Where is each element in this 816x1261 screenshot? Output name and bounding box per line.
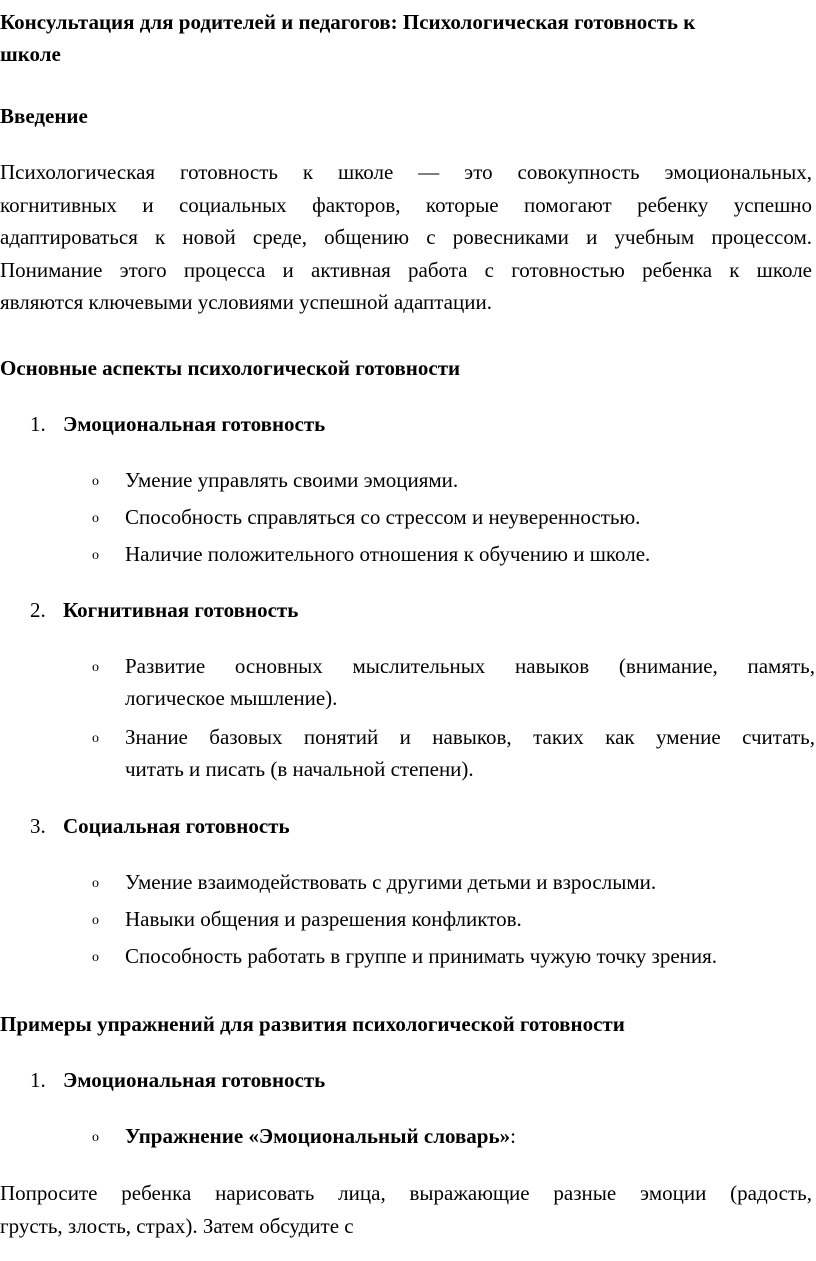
paragraph-line: грусть, злость, страх). Затем обсудите с bbox=[0, 1213, 354, 1238]
bullet-line: Наличие положительного отношения к обучению и школе. bbox=[125, 542, 651, 566]
bullet-marker: o bbox=[92, 548, 99, 563]
bullet-marker: o bbox=[92, 474, 99, 489]
bullet-marker: o bbox=[92, 731, 99, 746]
exercise-line bbox=[125, 1120, 815, 1152]
paragraph-line: адаптироваться к новой среде, общению с ровесниками и учебным процессом. bbox=[0, 225, 812, 249]
aspect-label: Социальная готовность bbox=[63, 814, 290, 838]
aspect-bullet bbox=[125, 903, 815, 935]
aspect-bullet bbox=[125, 721, 815, 785]
aspect-item bbox=[30, 810, 290, 842]
paragraph-line: когнитивных и социальных факторов, которые помогают ребенку успешно bbox=[0, 192, 812, 217]
aspect-item bbox=[30, 408, 325, 440]
bullet-line: логическое мышление). bbox=[125, 686, 338, 710]
bullet-line: Умение взаимодействовать с другими детьми и взрослыми. bbox=[125, 870, 657, 894]
bullet-line: Знание базовых понятий и навыков, таких как умение считать, bbox=[125, 725, 815, 749]
example-item bbox=[30, 1064, 325, 1096]
exercise-suffix: : bbox=[510, 1124, 516, 1148]
closing-paragraph bbox=[0, 1177, 812, 1242]
aspects-heading: Основные аспекты психологической готовности bbox=[0, 356, 461, 380]
list-number: 3. bbox=[30, 814, 46, 838]
list-number: 1. bbox=[30, 1068, 46, 1092]
document-title bbox=[0, 6, 812, 70]
aspect-bullet bbox=[125, 501, 815, 533]
title-line: Консультация для родителей и педагогов: Психологическая готовность к bbox=[0, 10, 696, 34]
aspect-bullet bbox=[125, 940, 815, 972]
aspect-bullet bbox=[125, 538, 815, 570]
paragraph-line: являются ключевыми условиями успешной адаптации. bbox=[0, 290, 492, 314]
aspect-bullet bbox=[125, 866, 815, 898]
aspect-item bbox=[30, 594, 298, 626]
list-number: 1. bbox=[30, 412, 46, 436]
bullet-marker: o bbox=[92, 660, 99, 675]
title-line: школе bbox=[0, 42, 61, 66]
paragraph-line: Понимание этого процесса и активная работа с готовностью ребенка к школе bbox=[0, 257, 812, 282]
exercise-title bbox=[125, 1120, 815, 1152]
bullet-marker: o bbox=[92, 511, 99, 526]
aspect-bullet bbox=[125, 650, 815, 714]
paragraph-line: Попросите ребенка нарисовать лица, выражающие разные эмоции (радость, bbox=[0, 1181, 812, 1205]
bullet-line: Умение управлять своими эмоциями. bbox=[125, 468, 459, 492]
list-number: 2. bbox=[30, 598, 46, 622]
paragraph-line: Психологическая готовность к школе — это совокупность эмоциональных, bbox=[0, 160, 812, 184]
bullet-marker: o bbox=[92, 876, 99, 891]
aspect-label: Эмоциональная готовность bbox=[63, 412, 326, 436]
aspect-bullet bbox=[125, 464, 815, 496]
example-label: Эмоциональная готовность bbox=[63, 1068, 326, 1092]
bullet-line: Способность работать в группе и принимать чужую точку зрения. bbox=[125, 944, 718, 968]
exercise-name: Упражнение «Эмоциональный словарь» bbox=[125, 1124, 511, 1148]
bullet-line: читать и писать (в начальной степени). bbox=[125, 757, 474, 781]
bullet-line: Навыки общения и разрешения конфликтов. bbox=[125, 907, 522, 931]
intro-heading: Введение bbox=[0, 104, 88, 128]
bullet-marker: o bbox=[92, 913, 99, 928]
bullet-line: Способность справляться со стрессом и неуверенностью. bbox=[125, 505, 641, 529]
bullet-marker: o bbox=[92, 1130, 99, 1145]
bullet-marker: o bbox=[92, 950, 99, 965]
bullet-line: Развитие основных мыслительных навыков (внимание, память, bbox=[125, 654, 815, 678]
examples-heading: Примеры упражнений для развития психологической готовности bbox=[0, 1012, 625, 1036]
intro-paragraph bbox=[0, 156, 812, 319]
aspect-label: Когнитивная готовность bbox=[63, 598, 299, 622]
